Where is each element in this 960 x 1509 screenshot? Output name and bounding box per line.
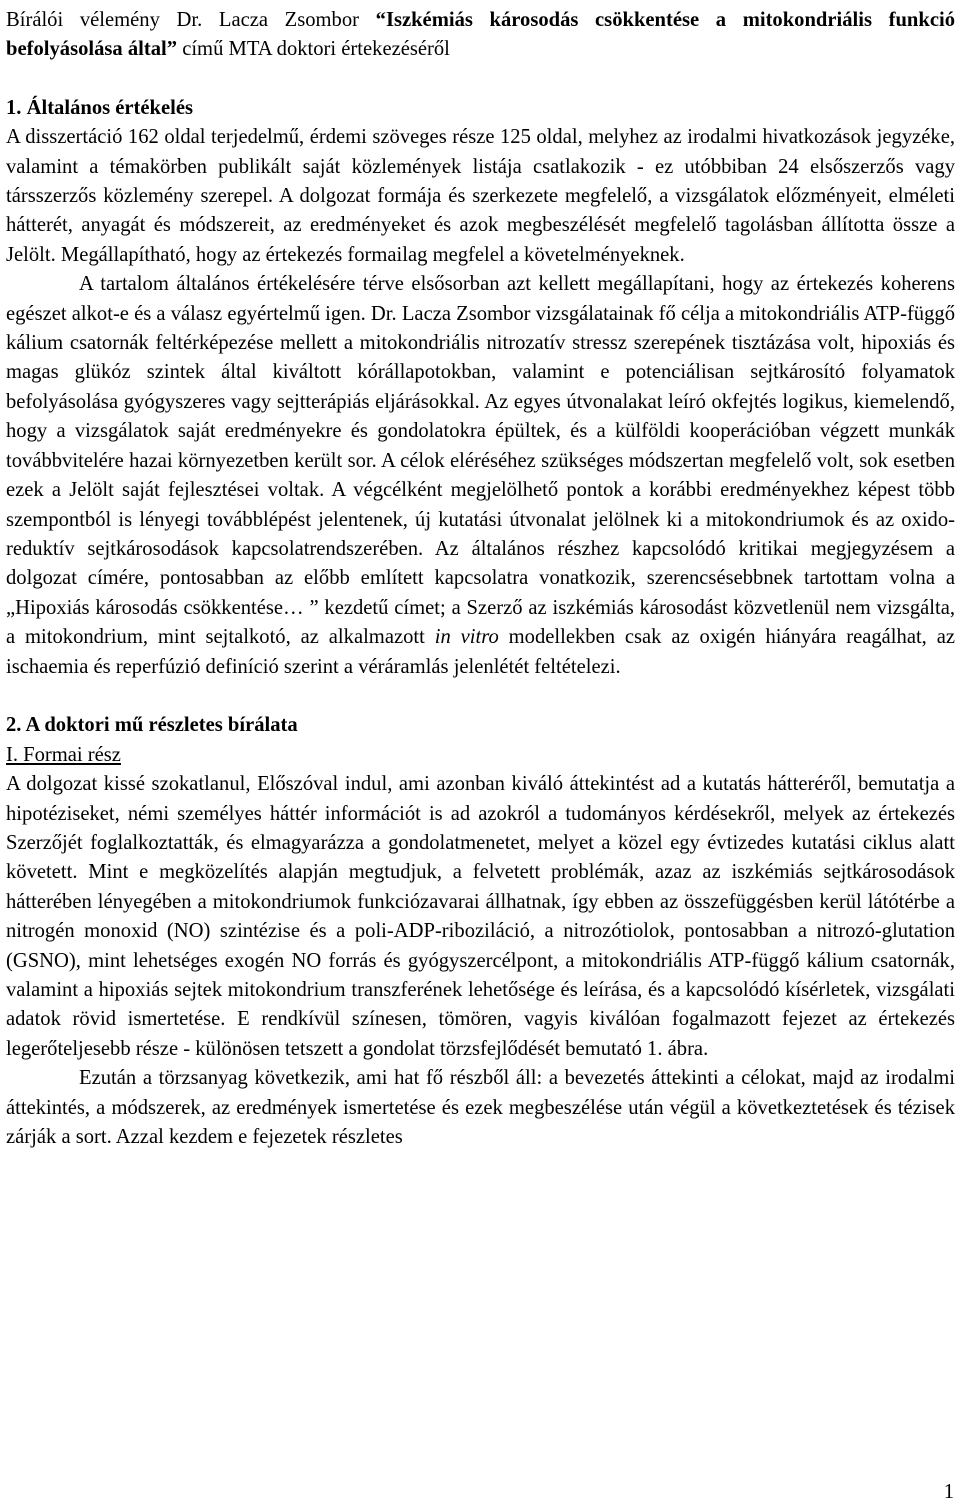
paragraph-text: modellekben csak az oxigén hiányára reagálhat, az ischaemia és reperfúzió definíció szerint a véráramlás jelenlétét feltételezi. (6, 626, 955, 678)
section-1-paragraph-1: A disszertáció 162 oldal terjedelmű, érdemi szöveges része 125 oldal, melyhez az irodalmi hivatkozások jegyzéke, valamint a témakörben publikált saját közlemények listája csatlakozik - ez utóbbiban 24 elsőszerzős vagy társszerzős közlemény szerepel. A dolgozat formája és szerkezete megfelelő, a vizsgálatok előzményeit, elméleti hátterét, anyagát és módszereit, az eredményeket és azok megbeszélését megfelelő tagolásban állította össze a Jelölt. Megállapítható, hogy az értekezés formailag megfelel a követelményeknek. (6, 126, 955, 266)
document-page (6, 0, 955, 1152)
subsection-heading: I. Formai rész (6, 743, 121, 766)
section-1-heading: 1. Általános értékelés (6, 96, 194, 119)
section-2-paragraph-2: Ezután a törzsanyag következik, ami hat fő részből áll: a bevezetés áttekinti a célokat, majd az irodalmi áttekintés, a módszerek, az eredmények ismertetése és ezek megbeszélése után végül a következtetések és tézisek zárják a sort. Azzal kezdem e fejezetek részletes (6, 1067, 955, 1149)
section-1-paragraph-2 (6, 270, 955, 682)
document-title (6, 6, 955, 65)
dissertation-title: “Iszkémiás károsodás csökkentése a mitokondriális funkció befolyásolása által” (6, 9, 956, 61)
section-2-paragraph-1: A dolgozat kissé szokatlanul, Előszóval indul, ami azonban kiváló áttekintést ad a kutatás hátteréről, bemutatja a hipotéziseket, némi személyes háttér információt is ad azokról a tudományos kérdésekről, melyek az értekezés Szerzőjét foglalkoztatták, és elmagyarázza a gondolatmenetet, melyet a közel egy évtizedes kutatási ciklus alatt követett. Mint e megközelítés alapján megtudjuk, a felvetett problémák, azaz az iszkémiás sejtkárosodások hátterében lényegében a mitokondriumok funkciózavarai állhatnak, így ebben az összefüggésben kerül látótérbe a nitrogén monoxid (NO) szintézise és a poli-ADP-riboziláció, a nitrozótiolok, pontosabban a nitrozó-glutation (GSNO), mint lehetséges exogén NO forrás és gyógyszercélpont, a mitokondriális ATP-függő kálium csatornák, valamint a hipoxiás sejtek mitokondrium transzferének lehetősége és leírása, és a kapcsolódó kísérletek, vizsgálati adatok rövid ismertetése. E rendkívül színesen, tömören, vagyis kiválóan fogalmazott fejezet az értekezés legerőteljesebb része - különösen tetszett a gondolat törzsfejlődését bemutató 1. ábra. (6, 773, 955, 1060)
italic-term: in vitro (434, 626, 499, 649)
section-2-heading: 2. A doktori mű részletes bírálata (6, 714, 298, 737)
paragraph-text: A tartalom általános értékelésére térve elsősorban azt kellett megállapítani, hogy az értekezés koherens egészet alkot-e és a válasz egyértelmű igen. Dr. Lacza Zsombor vizsgálatainak fő célja a mitokondriális ATP-függő kálium csatornák feltérképezése mellett a mitokondriális nitrozatív stressz szerepének tisztázása volt, hipoxiás és magas glükóz szintek által kiváltott kórállapotokban, valamint e potenciálisan sejtkárosító folyamatok befolyásolása gyógyszeres vagy sejtterápiás eljárásokkal. Az egyes útvonalakat leíró okfejtés logikus, kiemelendő, hogy a vizsgálatok saját eredményekre és gondolatokra épültek, és a külföldi kooperációban végzett munkák továbbvitelére hazai környezetben került sor. A célok eléréséhez szükséges módszertan megfelelő volt, sok esetben ezek a Jelölt saját fejlesztései voltak. A végcélként megjelölhető pontok a korábbi eredményekhez képest több szempontból is lényegi továbblépést jelentenek, új kutatási útvonalat jelölnek ki a mitokondriumok és az oxido-reduktív sejtkárosodások kapcsolatrendszerében. Az általános részhez kapcsolódó kritikai megjegyzésem a dolgozat címére, pontosabban az előbb említett kapcsolatra vonatkozik, szerencsésebbnek tartottam volna a „Hipoxiás károsodás csökkentése… ” kezdetű címet; a Szerző az iszkémiás károsodást közvetlenül nem vizsgálta, a mitokondrium, mint sejtalkotó, az alkalmazott (6, 273, 955, 649)
title-prefix: Bírálói vélemény Dr. Lacza Zsombor (6, 9, 376, 31)
title-suffix: című MTA doktori értekezéséről (177, 38, 450, 61)
page-number: 1 (943, 1481, 954, 1503)
